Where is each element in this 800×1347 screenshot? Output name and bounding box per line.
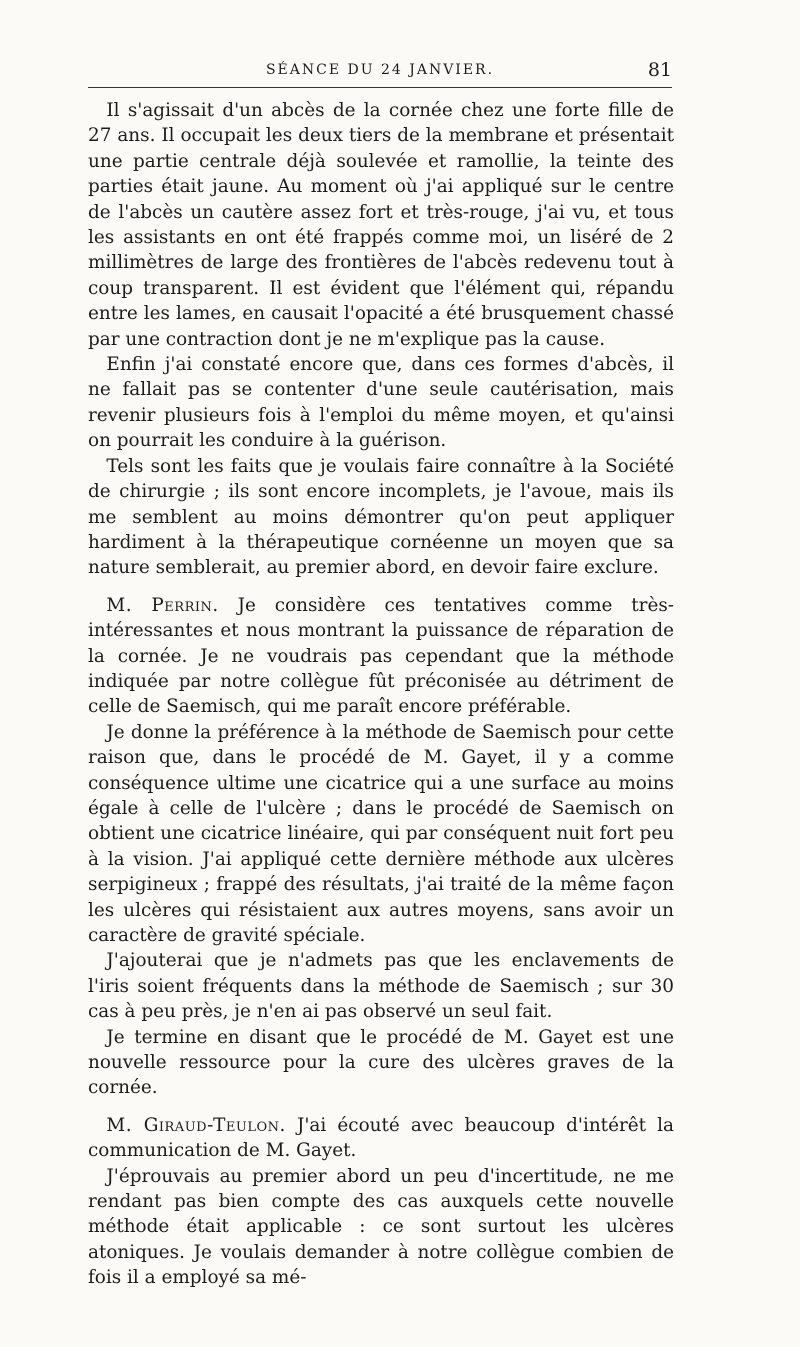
header-rule: [88, 87, 672, 88]
body-text: [88, 98, 674, 1291]
page-number: 81: [647, 59, 672, 81]
speaker-name: M. Giraud-Teulon.: [106, 1114, 286, 1136]
speaker-name: M. Perrin.: [106, 594, 219, 616]
paragraph-5: Je donne la préférence à la méthode de Saemisch pour cette raison que, dans le procédé de M. Gayet, il y a comme conséquence ultime une cicatrice qui a une surface au moins égale à celle de l'ulcère ; dans le procédé de Saemisch on obtient une cicatrice linéaire, qui par conséquent nuit fort peu à la vision. J'ai appliqué cette dernière méthode aux ulcères serpigineux ; frappé des résultats, j'ai traité de la même façon les ulcères qui résistaient aux autres moyens, sans avoir un caractère de gravité spéciale.: [88, 721, 674, 946]
paragraph-6: J'ajouterai que je n'admets pas que les enclavements de l'iris soient fréquents dans la méthode de Saemisch ; sur 30 cas à peu près, je n'en ai pas observé un seul fait.: [88, 950, 674, 1023]
paragraph-7: Je termine en disant que le procédé de M. Gayet est une nouvelle ressource pour la cure des ulcères graves de la cornée.: [88, 1026, 674, 1099]
paragraph-giraud-teulon: M. Giraud-Teulon. J'ai écouté avec beaucoup d'intérêt la communication de M. Gayet.: [88, 1114, 674, 1162]
paragraph-perrin: M. Perrin. Je considère ces tentatives comme très-intéressantes et nous montrant la puissance de réparation de la cornée. Je ne voudrais pas cependant que la méthode indiquée par notre collègue fût préconisée au détriment de celle de Saemisch, qui me paraît encore préférable.: [88, 594, 674, 718]
paragraph-9: J'éprouvais au premier abord un peu d'incertitude, ne me rendant pas bien compte des cas auxquels cette nouvelle méthode était applicable : ce sont surtout les ulcères atoniques. Je voulais demander à notre collègue combien de fois il a employé sa mé-: [88, 1165, 674, 1289]
running-head: SÉANCE DU 24 JANVIER.: [265, 62, 495, 78]
paragraph-2: Enfin j'ai constaté encore que, dans ces formes d'abcès, il ne fallait pas se contenter d'une seule cautérisation, mais revenir plusieurs fois à l'emploi du même moyen, et qu'ainsi on pourrait les conduire à la guérison.: [88, 354, 674, 452]
paragraph-3: Tels sont les faits que je voulais faire connaître à la Société de chirurgie ; ils sont encore incomplets, je l'avoue, mais ils me semblent au moins démontrer qu'on peut appliquer hardiment à la thérapeutique cornéenne un moyen que sa nature semblerait, au premier abord, en devoir faire exclure.: [88, 455, 674, 579]
page-header: [88, 52, 672, 88]
paragraph-1: Il s'agissait d'un abcès de la cornée chez une forte fille de 27 ans. Il occupait les deux tiers de la membrane et présentait une partie centrale déjà soulevée et ramollie, la teinte des parties était jaune. Au moment où j'ai appliqué sur le centre de l'abcès un cautère assez fort et très-rouge, j'ai vu, et tous les assistants en ont été frappés comme moi, un liséré de 2 millimètres de large des frontières de l'abcès redevenu tout à coup transparent. Il est évident que l'élément qui, répandu entre les lames, en causait l'opacité a été brusquement chassé par une contraction dont je ne m'explique pas la cause.: [88, 100, 674, 350]
